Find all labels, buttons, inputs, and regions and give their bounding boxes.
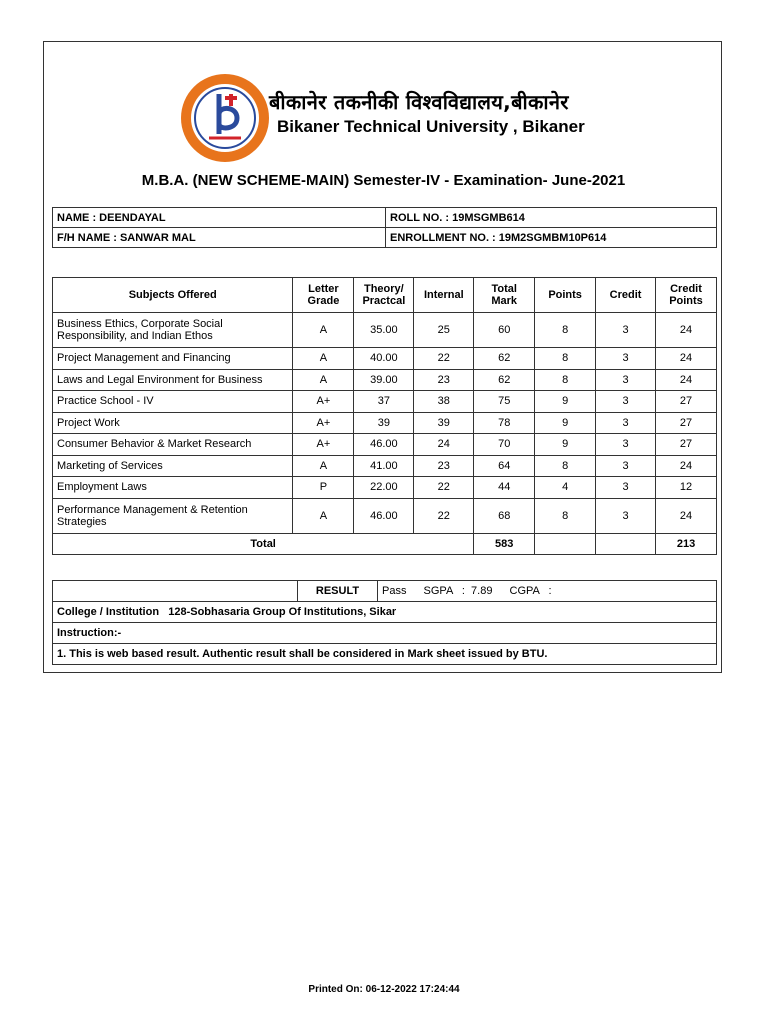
letter-grade: A — [293, 498, 354, 533]
table-row — [53, 313, 717, 348]
letter-grade: A+ — [293, 391, 354, 413]
result-sheet — [43, 41, 722, 673]
col-subjects: Subjects Offered — [53, 278, 293, 313]
total-mark: 70 — [474, 434, 535, 456]
table-row — [53, 455, 717, 477]
credit: 3 — [596, 348, 656, 370]
credit: 3 — [596, 412, 656, 434]
instruction-text: 1. This is web based result. Authentic result shall be considered in Mark sheet issued by BTU. — [53, 644, 717, 665]
credit-points: 24 — [656, 369, 717, 391]
university-header — [179, 72, 599, 172]
table-row — [53, 498, 717, 533]
credit-points: 24 — [656, 498, 717, 533]
letter-grade: A+ — [293, 434, 354, 456]
roll-number: ROLL NO. : 19MSGMB614 — [386, 208, 717, 228]
internal-marks: 22 — [414, 498, 474, 533]
table-row — [53, 348, 717, 370]
total-credit-points: 213 — [656, 533, 717, 554]
sgpa-value: 7.89 — [471, 585, 493, 597]
letter-grade: A — [293, 369, 354, 391]
table-row — [53, 477, 717, 499]
credit-points: 27 — [656, 434, 717, 456]
instruction-label: Instruction:- — [53, 623, 717, 644]
total-mark: 60 — [474, 313, 535, 348]
points: 9 — [535, 434, 596, 456]
total-mark: 68 — [474, 498, 535, 533]
subject-name: Laws and Legal Environment for Business — [53, 369, 293, 391]
credit: 3 — [596, 434, 656, 456]
points: 8 — [535, 313, 596, 348]
result-spacer — [53, 581, 298, 602]
student-info-table — [52, 207, 717, 248]
subject-name: Project Management and Financing — [53, 348, 293, 370]
internal-marks: 25 — [414, 313, 474, 348]
total-mark-sum: 583 — [474, 533, 535, 554]
internal-marks: 22 — [414, 477, 474, 499]
theory-marks: 22.00 — [354, 477, 414, 499]
col-credit: Credit — [596, 278, 656, 313]
sgpa-label: SGPA — [423, 585, 453, 597]
total-mark: 62 — [474, 369, 535, 391]
theory-marks: 46.00 — [354, 434, 414, 456]
points: 8 — [535, 498, 596, 533]
credit-points: 24 — [656, 313, 717, 348]
points: 8 — [535, 348, 596, 370]
internal-marks: 22 — [414, 348, 474, 370]
theory-marks: 40.00 — [354, 348, 414, 370]
subject-name: Marketing of Services — [53, 455, 293, 477]
col-credit-points: Credit Points — [656, 278, 717, 313]
theory-marks: 37 — [354, 391, 414, 413]
subject-name: Practice School - IV — [53, 391, 293, 413]
university-name-english: Bikaner Technical University , Bikaner — [277, 117, 585, 136]
college-institution — [53, 602, 717, 623]
credit: 3 — [596, 455, 656, 477]
credit: 3 — [596, 477, 656, 499]
credit-points: 27 — [656, 391, 717, 413]
letter-grade: A — [293, 455, 354, 477]
total-label: Total — [53, 533, 474, 554]
result-summary: Pass SGPA : 7.89 CGPA : — [378, 581, 717, 602]
credit-points: 24 — [656, 348, 717, 370]
table-row — [53, 391, 717, 413]
subject-name: Performance Management & Retention Strategies — [53, 498, 293, 533]
points: 9 — [535, 391, 596, 413]
credit: 3 — [596, 369, 656, 391]
enrollment-number: ENROLLMENT NO. : 19M2SGMBM10P614 — [386, 228, 717, 248]
credit-points: 27 — [656, 412, 717, 434]
theory-marks: 35.00 — [354, 313, 414, 348]
credit: 3 — [596, 313, 656, 348]
result-status: Pass — [382, 585, 407, 597]
subject-name: Project Work — [53, 412, 293, 434]
total-credit-empty — [596, 533, 656, 554]
total-mark: 78 — [474, 412, 535, 434]
internal-marks: 23 — [414, 369, 474, 391]
col-letter-grade: Letter Grade — [293, 278, 354, 313]
subject-name: Business Ethics, Corporate Social Responsibility, and Indian Ethos — [53, 313, 293, 348]
exam-title: M.B.A. (NEW SCHEME-MAIN) Semester-IV - Examination- June-2021 — [141, 172, 626, 189]
theory-marks: 46.00 — [354, 498, 414, 533]
credit-points: 12 — [656, 477, 717, 499]
total-mark: 62 — [474, 348, 535, 370]
theory-marks: 41.00 — [354, 455, 414, 477]
internal-marks: 38 — [414, 391, 474, 413]
credit: 3 — [596, 498, 656, 533]
points: 8 — [535, 455, 596, 477]
total-mark: 64 — [474, 455, 535, 477]
subject-name: Consumer Behavior & Market Research — [53, 434, 293, 456]
points: 4 — [535, 477, 596, 499]
letter-grade: A — [293, 313, 354, 348]
cgpa-label: CGPA — [509, 585, 540, 597]
total-mark: 75 — [474, 391, 535, 413]
total-points-empty — [535, 533, 596, 554]
points: 9 — [535, 412, 596, 434]
university-logo-icon — [179, 72, 271, 164]
letter-grade: A — [293, 348, 354, 370]
col-total-mark: Total Mark — [474, 278, 535, 313]
total-mark: 44 — [474, 477, 535, 499]
result-table — [52, 580, 717, 665]
result-row — [53, 581, 717, 602]
printed-on: Printed On: 06-12-2022 17:24:44 — [308, 984, 460, 995]
marks-table — [52, 277, 717, 555]
student-name: NAME : DEENDAYAL — [53, 208, 386, 228]
college-text: College / Institution 128-Sobhasaria Group Of Institutions, Sikar — [57, 606, 397, 618]
internal-marks: 39 — [414, 412, 474, 434]
result-label: RESULT — [298, 581, 378, 602]
internal-marks: 24 — [414, 434, 474, 456]
col-points: Points — [535, 278, 596, 313]
father-name: F/H NAME : SANWAR MAL — [53, 228, 386, 248]
credit: 3 — [596, 391, 656, 413]
points: 8 — [535, 369, 596, 391]
letter-grade: P — [293, 477, 354, 499]
table-row — [53, 434, 717, 456]
credit-points: 24 — [656, 455, 717, 477]
university-name-hindi: बीकानेर तकनीकी विश्वविद्यालय,बीकानेर — [269, 90, 569, 114]
theory-marks: 39 — [354, 412, 414, 434]
total-row — [53, 533, 717, 554]
marks-header-row — [53, 278, 717, 313]
table-row — [53, 369, 717, 391]
col-theory: Theory/ Practcal — [354, 278, 414, 313]
letter-grade: A+ — [293, 412, 354, 434]
table-row — [53, 412, 717, 434]
subject-name: Employment Laws — [53, 477, 293, 499]
col-internal: Internal — [414, 278, 474, 313]
internal-marks: 23 — [414, 455, 474, 477]
theory-marks: 39.00 — [354, 369, 414, 391]
